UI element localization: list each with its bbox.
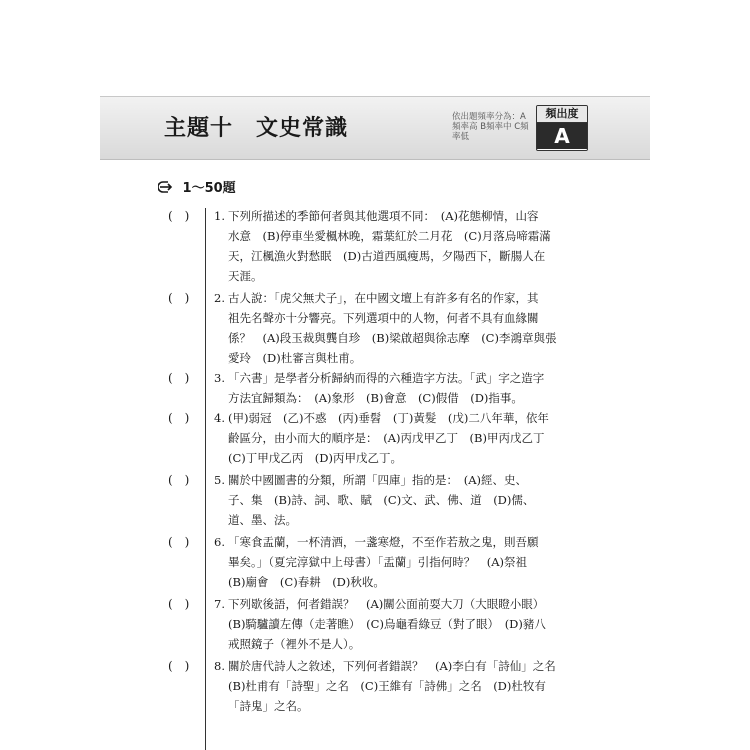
question-first-line — [214, 408, 594, 428]
question-line: 方法宜歸類為： (A)象形 (B)會意 (C)假借 (D)指事。 — [228, 391, 523, 405]
question-first-line — [214, 288, 594, 308]
question-text — [214, 470, 594, 530]
question-text — [214, 594, 594, 654]
question-line: 祖先名聲亦十分響亮。下列選項中的人物，何者不具有血緣關 — [228, 311, 539, 325]
question-line: 天，江楓漁火對愁眠 (D)古道西風瘦馬，夕陽西下，斷腸人在 — [228, 249, 546, 263]
question-line: 畢矣。」（夏完淳獄中上母書）「盂蘭」引指何時？ (A)祭祖 — [228, 555, 528, 569]
question-text — [214, 532, 594, 592]
frequency-badge — [536, 105, 588, 151]
question-line: 「寒食盂蘭，一杯清酒，一盞寒燈，不至作若敖之鬼，則吾願 — [228, 535, 539, 549]
chapter-header — [100, 96, 650, 160]
question-first-line — [214, 368, 594, 388]
question-line: (C)丁甲戊乙丙 (D)丙甲戊乙丁。 — [228, 451, 402, 465]
question-line: (B)騎驢讀左傳（走著瞧） (C)烏龜看綠豆（對了眼） (D)豬八 — [228, 617, 546, 631]
question-text — [214, 288, 594, 368]
question-first-line — [214, 470, 594, 490]
question-line: 「六書」是學者分析歸納而得的六種造字方法。「武」字之造字 — [228, 371, 545, 385]
question-line: (B)廟會 (C)春耕 (D)秋收。 — [228, 575, 385, 589]
question-number: 3. — [214, 371, 225, 385]
question-line: 水意 (B)停車坐愛楓林晚，霜葉紅於二月花 (C)月落烏啼霜滿 — [228, 229, 551, 243]
answer-parentheses[interactable]: ( ) — [168, 535, 190, 549]
question-line: 古人說：「虎父無犬子」，在中國文壇上有許多有名的作家，其 — [228, 291, 539, 305]
question-text — [214, 656, 594, 716]
answer-parentheses[interactable]: ( ) — [168, 371, 190, 385]
question-line: 愛玲 (D)杜審言與杜甫。 — [228, 351, 362, 365]
answer-parentheses[interactable]: ( ) — [168, 597, 190, 611]
question-line: 道、墨、法。 — [228, 513, 297, 527]
question-line: 係？ (A)段玉裁與龔自珍 (B)梁啟超與徐志摩 (C)李鴻章與張 — [228, 331, 557, 345]
question-first-line — [214, 594, 594, 614]
answer-parentheses[interactable]: ( ) — [168, 291, 190, 305]
frequency-note: 依出題頻率分為：A頻率高 B頻率中 C頻率低 — [452, 112, 529, 142]
question-number: 7. — [214, 597, 225, 611]
question-text — [214, 408, 594, 468]
return-arrow-icon — [158, 180, 174, 194]
question-first-line — [214, 656, 594, 676]
question-number: 2. — [214, 291, 225, 305]
question-line: 下列所描述的季節何者與其他選項不同： (A)花態柳情，山容 — [228, 209, 539, 223]
question-line: 子、集 (B)詩、詞、歌、賦 (C)文、武、佛、道 (D)儒、 — [228, 493, 535, 507]
question-number: 5. — [214, 473, 225, 487]
question-number: 4. — [214, 411, 225, 425]
question-line: 下列歇後語，何者錯誤？ (A)關公面前耍大刀（大眼瞪小眼） — [228, 597, 545, 611]
question-line: 天涯。 — [228, 269, 263, 283]
question-number: 8. — [214, 659, 225, 673]
question-number: 6. — [214, 535, 225, 549]
question-line: 關於中國圖書的分類，所謂「四庫」指的是： (A)經、史、 — [228, 473, 528, 487]
frequency-grade: A — [537, 123, 587, 149]
answer-parentheses[interactable]: ( ) — [168, 659, 190, 673]
question-line: 關於唐代詩人之敘述，下列何者錯誤？ (A)李白有「詩仙」之名 — [228, 659, 556, 673]
question-text — [214, 368, 594, 408]
answer-parentheses[interactable]: ( ) — [168, 411, 190, 425]
section-heading-text: 1～50題 — [182, 181, 236, 196]
column-divider — [205, 208, 206, 750]
question-text — [214, 206, 594, 286]
question-first-line — [214, 532, 594, 552]
frequency-label: 頻出度 — [537, 106, 587, 123]
answer-parentheses[interactable]: ( ) — [168, 209, 190, 223]
answer-parentheses[interactable]: ( ) — [168, 473, 190, 487]
question-line: (甲)弱冠 (乙)不惑 (丙)垂髫 (丁)黃髮 (戊)二八年華，依年 — [228, 411, 549, 425]
section-heading — [158, 180, 236, 198]
question-line: (B)杜甫有「詩聖」之名 (C)王維有「詩佛」之名 (D)杜牧有 — [228, 679, 546, 693]
chapter-title: 主題十 文史常識 — [164, 116, 349, 141]
book-page — [100, 0, 650, 750]
question-line: 齡區分，由小而大的順序是： (A)丙戊甲乙丁 (B)甲丙戊乙丁 — [228, 431, 545, 445]
question-line: 戒照鏡子（裡外不是人）。 — [228, 637, 361, 651]
question-first-line — [214, 206, 594, 226]
question-number: 1. — [214, 209, 225, 223]
question-line: 「詩鬼」之名。 — [228, 699, 309, 713]
